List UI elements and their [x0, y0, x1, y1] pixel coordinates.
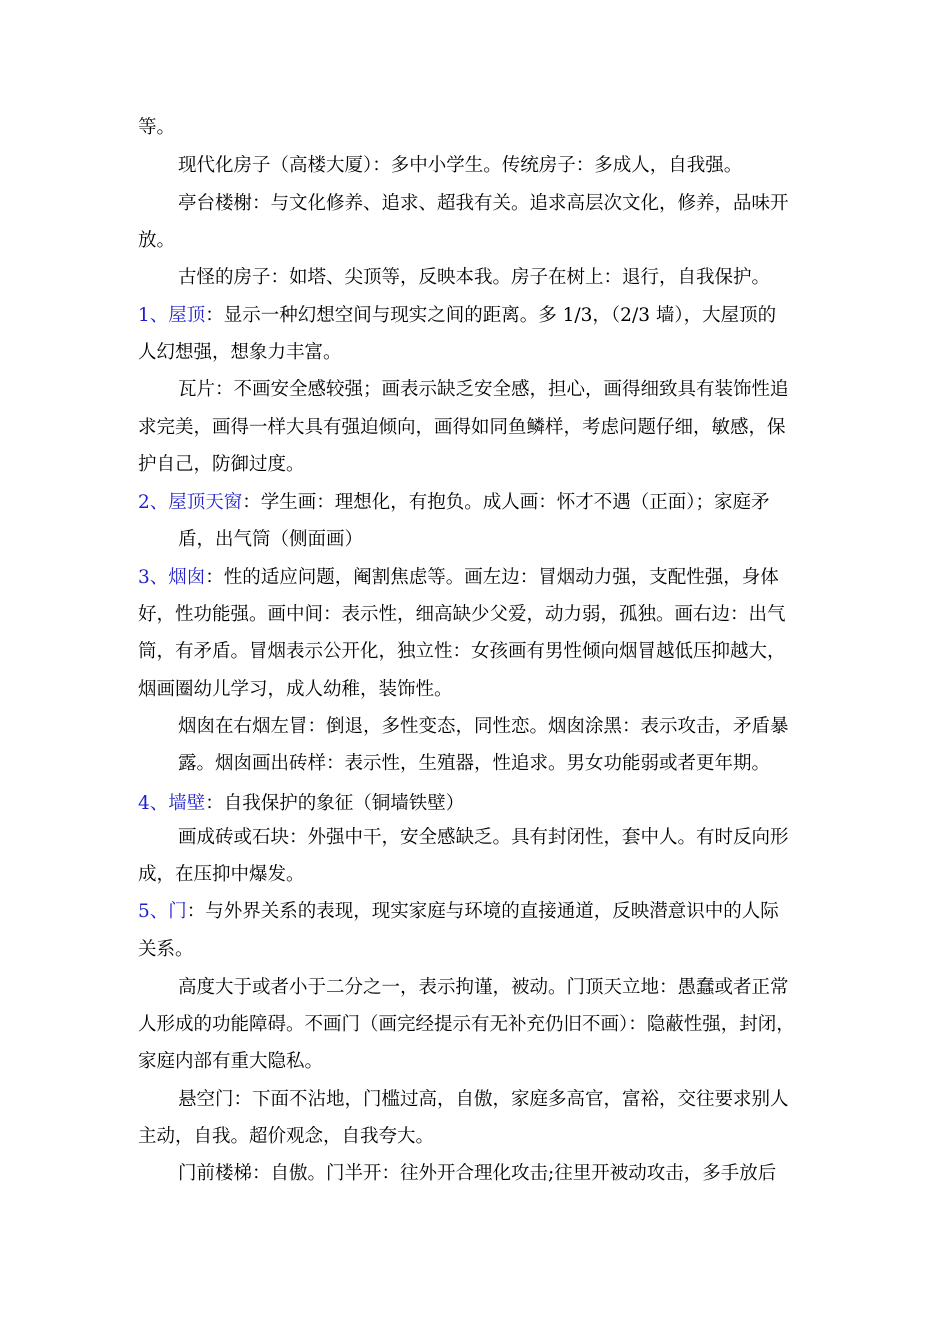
- text-line: 人形成的功能障碍。不画门（画完经提示有无补充仍旧不画）：隐蔽性强，封闭，: [138, 1014, 795, 1035]
- section-title: 1、屋顶: [138, 305, 206, 326]
- text-line: 烟囱在右烟左冒：倒退，多性变态，同性恋。烟囱涂黑：表示攻击，矛盾暴: [178, 716, 789, 737]
- text-line: 人幻想强，想象力丰富。: [138, 342, 342, 363]
- section-title: 3、烟囱: [138, 567, 206, 588]
- text-line: 护自己，防御过度。: [138, 454, 305, 475]
- text-line: 烟画圈幼儿学习，成人幼稚，装饰性。: [138, 679, 453, 700]
- section-heading-line: 1、屋顶：显示一种幻想空间与现实之间的距离。多 1/3，（2/3 墙），大屋顶的: [138, 305, 777, 326]
- text-line: 亭台楼榭：与文化修养、追求、超我有关。追求高层次文化，修养，品味开: [178, 193, 789, 214]
- text-line: 古怪的房子：如塔、尖顶等，反映本我。房子在树上：退行，自我保护。: [178, 267, 771, 288]
- text-line: 门前楼梯：自傲。门半开：往外开合理化攻击;往里开被动攻击，多手放后: [178, 1163, 777, 1184]
- text-line: 盾，出气筒（侧面画）: [178, 529, 364, 550]
- text-line: 家庭内部有重大隐私。: [138, 1051, 324, 1072]
- section-heading-line: 4、墙壁：自我保护的象征（铜墙铁壁）: [138, 793, 465, 814]
- text-line: 悬空门：下面不沾地，门槛过高，自傲，家庭多高官，富裕，交往要求别人: [178, 1089, 789, 1110]
- text-line: 现代化房子（高楼大厦）：多中小学生。传统房子：多成人，自我强。: [178, 155, 743, 176]
- text-line: 主动，自我。超价观念，自我夸大。: [138, 1126, 435, 1147]
- text-line: 筒，有矛盾。冒烟表示公开化，独立性：女孩画有男性倾向烟冒越低压抑越大，: [138, 641, 786, 662]
- text-line: 高度大于或者小于二分之一，表示拘谨，被动。门顶天立地：愚蠢或者正常: [178, 977, 789, 998]
- text-line: 画成砖或石块：外强中干，安全感缺乏。具有封闭性，套中人。有时反向形: [178, 827, 789, 848]
- text-line: 关系。: [138, 939, 194, 960]
- section-title: 4、墙壁: [138, 793, 206, 814]
- text-line: 求完美，画得一样大具有强迫倾向，画得如同鱼鳞样，考虑问题仔细，敏感，保: [138, 417, 786, 438]
- text-line: 露。烟囱画出砖样：表示性，生殖器，性追求。男女功能弱或者更年期。: [178, 753, 771, 774]
- text-line: 好，性功能强。画中间：表示性，细高缺少父爱，动力弱，孤独。画右边：出气: [138, 604, 786, 625]
- section-heading-line: 3、烟囱：性的适应问题，阉割焦虑等。画左边：冒烟动力强，支配性强，身体: [138, 567, 779, 588]
- section-heading-line: 2、屋顶天窗：学生画：理想化，有抱负。成人画：怀才不遇（正面）；家庭矛: [138, 492, 770, 513]
- text-line: 成，在压抑中爆发。: [138, 864, 305, 885]
- section-title: 5、门: [138, 901, 187, 922]
- text-line: 放。: [138, 230, 176, 251]
- section-title: 2、屋顶天窗: [138, 492, 243, 513]
- text-line: 等。: [138, 117, 176, 138]
- text-line: 瓦片：不画安全感较强；画表示缺乏安全感，担心，画得细致具有装饰性追: [178, 379, 789, 400]
- section-heading-line: 5、门：与外界关系的表现，现实家庭与环境的直接通道，反映潜意识中的人际: [138, 901, 779, 922]
